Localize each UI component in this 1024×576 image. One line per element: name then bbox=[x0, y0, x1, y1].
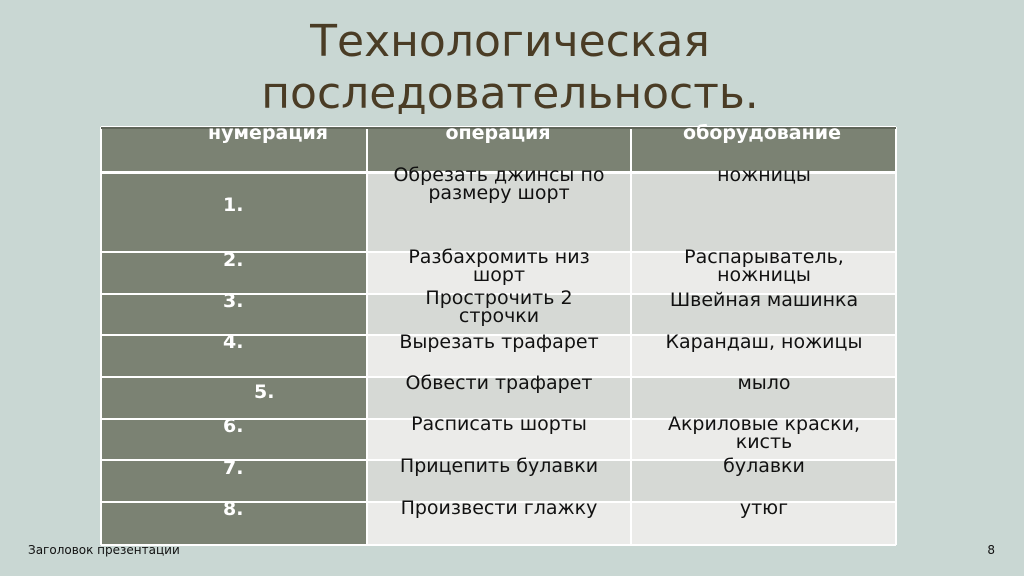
table-equipment-text: утюг bbox=[739, 497, 789, 519]
footer-presentation-title: Заголовок презентации bbox=[28, 543, 180, 557]
table-operation-text: Прицепить булавки bbox=[399, 455, 599, 477]
slide-page-number: 8 bbox=[987, 543, 995, 557]
table-header-label: оборудование bbox=[683, 122, 841, 144]
table-operation-text: Произвести глажку bbox=[400, 497, 598, 519]
operations-table bbox=[101, 122, 896, 545]
table-row-number: 1. bbox=[223, 194, 244, 216]
table-operation-text: Прострочить 2 bbox=[425, 287, 573, 309]
table-equipment-text: Распарыватель, bbox=[684, 246, 844, 268]
table-operation-text: размеру шорт bbox=[428, 182, 570, 204]
table-equipment-text: ножницы bbox=[717, 164, 811, 186]
table-operation-text: Расписать шорты bbox=[411, 413, 587, 435]
table-operation-text: Разбахромить низ bbox=[408, 246, 590, 268]
table-equipment-text: Акриловые краски, bbox=[667, 413, 861, 435]
table-row-number: 3. bbox=[223, 290, 244, 312]
table-operation-text: строчки bbox=[458, 305, 540, 327]
table-row-number: 4. bbox=[223, 331, 244, 353]
table-equipment-text: ножницы bbox=[717, 264, 811, 286]
table-equipment-text: кисть bbox=[735, 431, 793, 453]
slide-title-line-1: Технологическая bbox=[310, 16, 710, 67]
table-column-divider bbox=[630, 127, 632, 545]
table-operation-text: Вырезать трафарет bbox=[399, 331, 599, 353]
table-row-number: 6. bbox=[223, 415, 244, 437]
table-row-number: 5. bbox=[254, 381, 275, 403]
table-column-divider bbox=[895, 127, 897, 545]
table-equipment-text: Карандаш, ножицы bbox=[665, 331, 863, 353]
table-header-label: операция bbox=[445, 122, 551, 144]
table-header-label: нумерация bbox=[208, 122, 328, 144]
table-equipment-text: Швейная машинка bbox=[669, 289, 859, 311]
table-equipment-text: мыло bbox=[737, 372, 791, 394]
table-operation-text: шорт bbox=[472, 264, 526, 286]
table-operation-text: Обрезать джинсы по bbox=[393, 164, 605, 186]
table-row-number: 8. bbox=[223, 498, 244, 520]
table-operation-text: Обвести трафарет bbox=[405, 372, 593, 394]
table-number-cell bbox=[101, 377, 367, 419]
table-column-divider bbox=[100, 127, 102, 545]
table-column-divider bbox=[366, 127, 368, 545]
table-equipment-text: булавки bbox=[723, 455, 805, 477]
table-row-number: 7. bbox=[223, 457, 244, 479]
table-row-number: 2. bbox=[223, 249, 244, 271]
slide-title-line-2: последовательность. bbox=[261, 68, 759, 119]
table-row-divider bbox=[101, 544, 896, 546]
